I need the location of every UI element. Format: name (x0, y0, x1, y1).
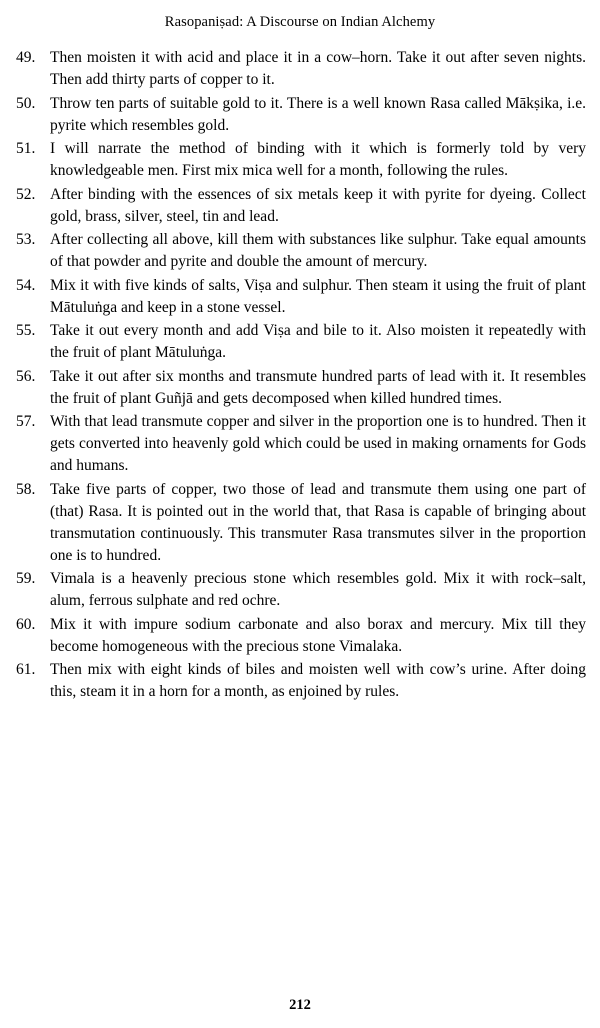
verse-text: I will narrate the method of binding with it which is formerly told by very knowledgeable men. First mix mica well for a month, following the rules. (50, 140, 586, 180)
verse-item (14, 138, 586, 182)
verse-number: 57. (16, 413, 36, 431)
verse-text: With that lead transmute copper and silver in the proportion one is to hundred. Then it gets converted into heavenly gold which could be used in making ornaments for Gods and humans. (50, 413, 586, 475)
verse-number: 52. (16, 185, 36, 203)
verse-item (14, 275, 586, 319)
verse-list (14, 47, 586, 703)
verse-number: 49. (16, 49, 36, 67)
verse-number: 56. (16, 367, 36, 385)
verse-item (14, 320, 586, 364)
verse-number: 58. (16, 480, 36, 498)
verse-item (14, 479, 586, 567)
verse-text: Take it out every month and add Viṣa and bile to it. Also moisten it repeatedly with the fruit of plant Mātuluṅga. (50, 322, 586, 362)
verse-number: 61. (16, 661, 36, 679)
page-number: 212 (289, 997, 311, 1013)
verse-number: 50. (16, 94, 36, 112)
verse-item (14, 184, 586, 228)
verse-text: After binding with the essences of six metals keep it with pyrite for dyeing. Collect gold, brass, silver, steel, tin and lead. (50, 185, 586, 225)
verse-item (14, 229, 586, 273)
verse-item (14, 568, 586, 612)
verse-text: Take five parts of copper, two those of lead and transmute them using one part of (that) Rasa. It is pointed out in the world that, that Rasa is capable of bringing about transmutation continuously. This transmuter Rasa transmutes silver in the proportion one is to hundred. (50, 480, 586, 564)
verse-text: Then moisten it with acid and place it in a cow–horn. Take it out after seven nights. Then add thirty parts of copper to it. (50, 49, 586, 89)
verse-text: Mix it with five kinds of salts, Viṣa and sulphur. Then steam it using the fruit of plant Mātuluṅga and keep in a stone vessel. (50, 276, 586, 316)
verse-item (14, 93, 586, 137)
verse-number: 53. (16, 231, 36, 249)
verse-text: Throw ten parts of suitable gold to it. There is a well known Rasa called Mākṣika, i.e. pyrite which resembles gold. (50, 94, 586, 134)
running-head: Rasopaniṣad: A Discourse on Indian Alchemy (164, 14, 436, 30)
verse-number: 55. (16, 322, 36, 340)
verse-number: 60. (16, 615, 36, 633)
verse-number: 54. (16, 276, 36, 294)
verse-text: Mix it with impure sodium carbonate and also borax and mercury. Mix till they become homogeneous with the precious stone Vimalaka. (50, 615, 586, 655)
verse-item (14, 659, 586, 703)
verse-item (14, 366, 586, 410)
verse-item (14, 614, 586, 658)
verse-text: After collecting all above, kill them with substances like sulphur. Take equal amounts of that powder and pyrite and double the amount of mercury. (50, 231, 586, 271)
verse-number: 59. (16, 570, 36, 588)
verse-item (14, 411, 586, 477)
verse-number: 51. (16, 140, 36, 158)
verse-item (14, 47, 586, 91)
verse-text: Vimala is a heavenly precious stone which resembles gold. Mix it with rock–salt, alum, ferrous sulphate and red ochre. (50, 570, 586, 610)
verse-text: Take it out after six months and transmute hundred parts of lead with it. It resembles the fruit of plant Guñjā and gets decomposed when killed hundred times. (50, 367, 586, 407)
verse-text: Then mix with eight kinds of biles and moisten well with cow’s urine. After doing this, steam it in a horn for a month, as enjoined by rules. (50, 661, 586, 701)
